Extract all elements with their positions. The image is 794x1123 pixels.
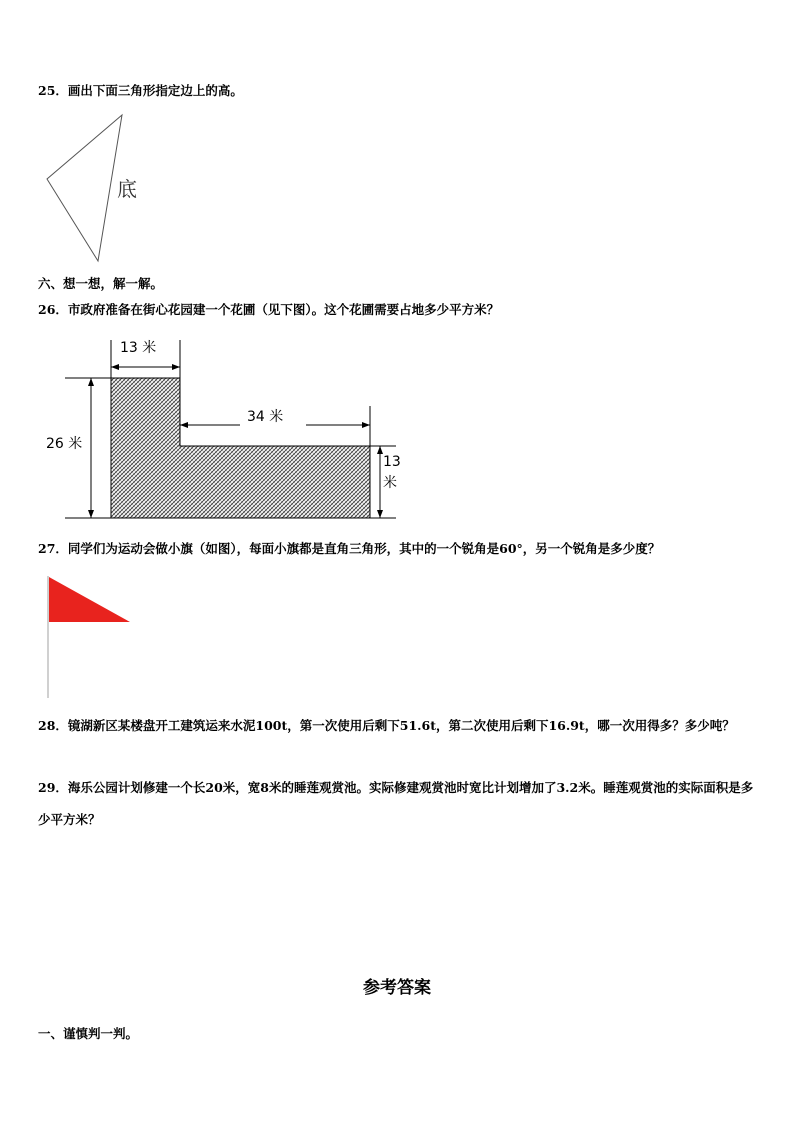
label-left-height: 26 米 xyxy=(46,436,83,452)
label-bottom-width: 34 米 xyxy=(247,409,284,425)
flag-figure xyxy=(40,574,140,700)
answers-section-1: 一、谨慎判一判。 xyxy=(38,1026,139,1041)
answers-title: 参考答案 xyxy=(363,978,431,998)
question-28: 28．镜湖新区某楼盘开工建筑运来水泥100t，第一次使用后剩下51.6t，第二次使用后剩下16.9t，哪一次用得多？多少吨？ xyxy=(38,718,735,733)
question-27: 27．同学们为运动会做小旗（如图），每面小旗都是直角三角形，其中的一个锐角是60°，另一个锐角是多少度？ xyxy=(38,541,661,556)
garden-shape xyxy=(111,378,370,518)
question-29: 29．海乐公园计划修建一个长20米，宽8米的睡莲观赏池。实际修建观赏池时宽比计划增加了3.2米。睡莲观赏池的实际面积是多少平方米？ xyxy=(38,780,754,827)
label-right-height-num: 13 xyxy=(383,454,401,470)
base-label: 底 xyxy=(117,177,137,201)
label-top-width: 13 米 xyxy=(120,340,157,356)
question-26: 26．市政府准备在街心花园建一个花圃（见下图）。这个花圃需要占地多少平方米？ xyxy=(38,302,500,317)
question-25: 25．画出下面三角形指定边上的高。 xyxy=(38,83,243,98)
section-6-heading: 六、想一想，解一解。 xyxy=(38,276,164,291)
flag-triangle xyxy=(49,577,130,622)
label-right-height-unit: 米 xyxy=(383,475,397,491)
